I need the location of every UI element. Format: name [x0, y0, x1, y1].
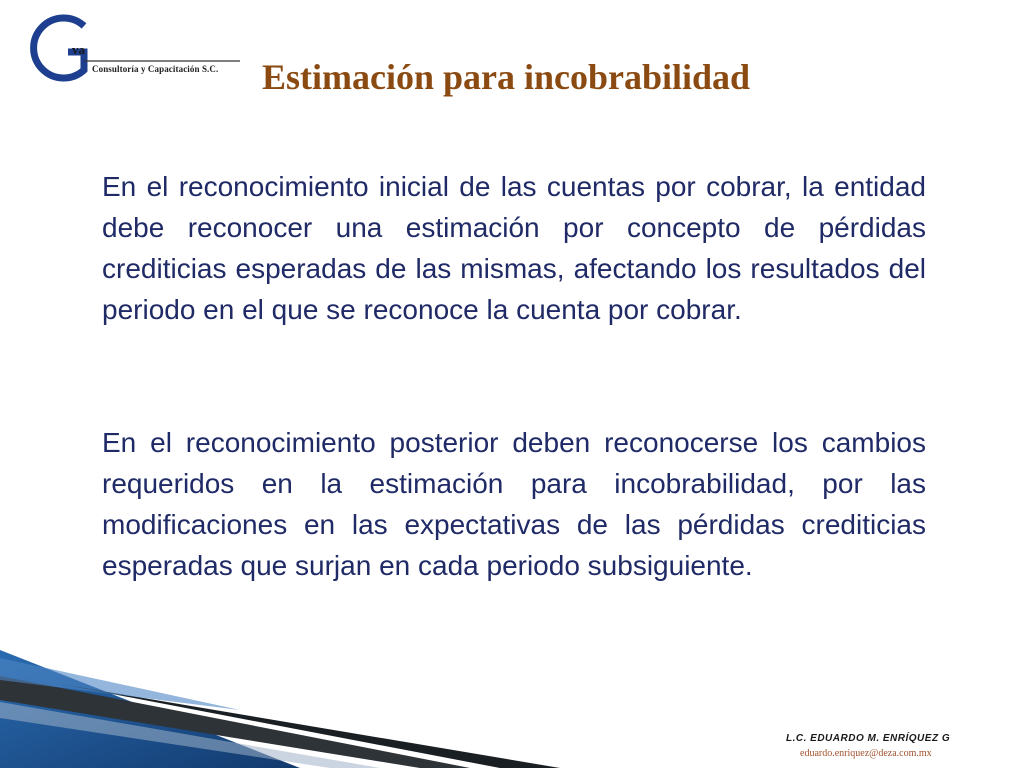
- logo-letters: va: [72, 42, 85, 57]
- slide-title: Estimación para incobrabilidad: [262, 57, 751, 97]
- paragraph-subsequent-recognition: En el reconocimiento posterior deben reconocerse los cambios requeridos en la estimación para incobrabilidad, por las modificaciones en las expectativas de las pérdidas crediticias esperadas que surjan en cada periodo subsiguiente.: [102, 427, 926, 581]
- paragraph-initial-recognition: En el reconocimiento inicial de las cuentas por cobrar, la entidad debe reconocer una estimación por concepto de pérdidas crediticias esperadas de las mismas, afectando los resultados del periodo en el que se reconoce la cuenta por cobrar.: [102, 171, 926, 325]
- footer-email: eduardo.enriquez@deza.com.mx: [800, 748, 932, 759]
- footer-author: L.C. EDUARDO M. ENRÍQUEZ G: [786, 733, 951, 744]
- logo-caption: Consultoría y Capacitación S.C.: [92, 64, 219, 74]
